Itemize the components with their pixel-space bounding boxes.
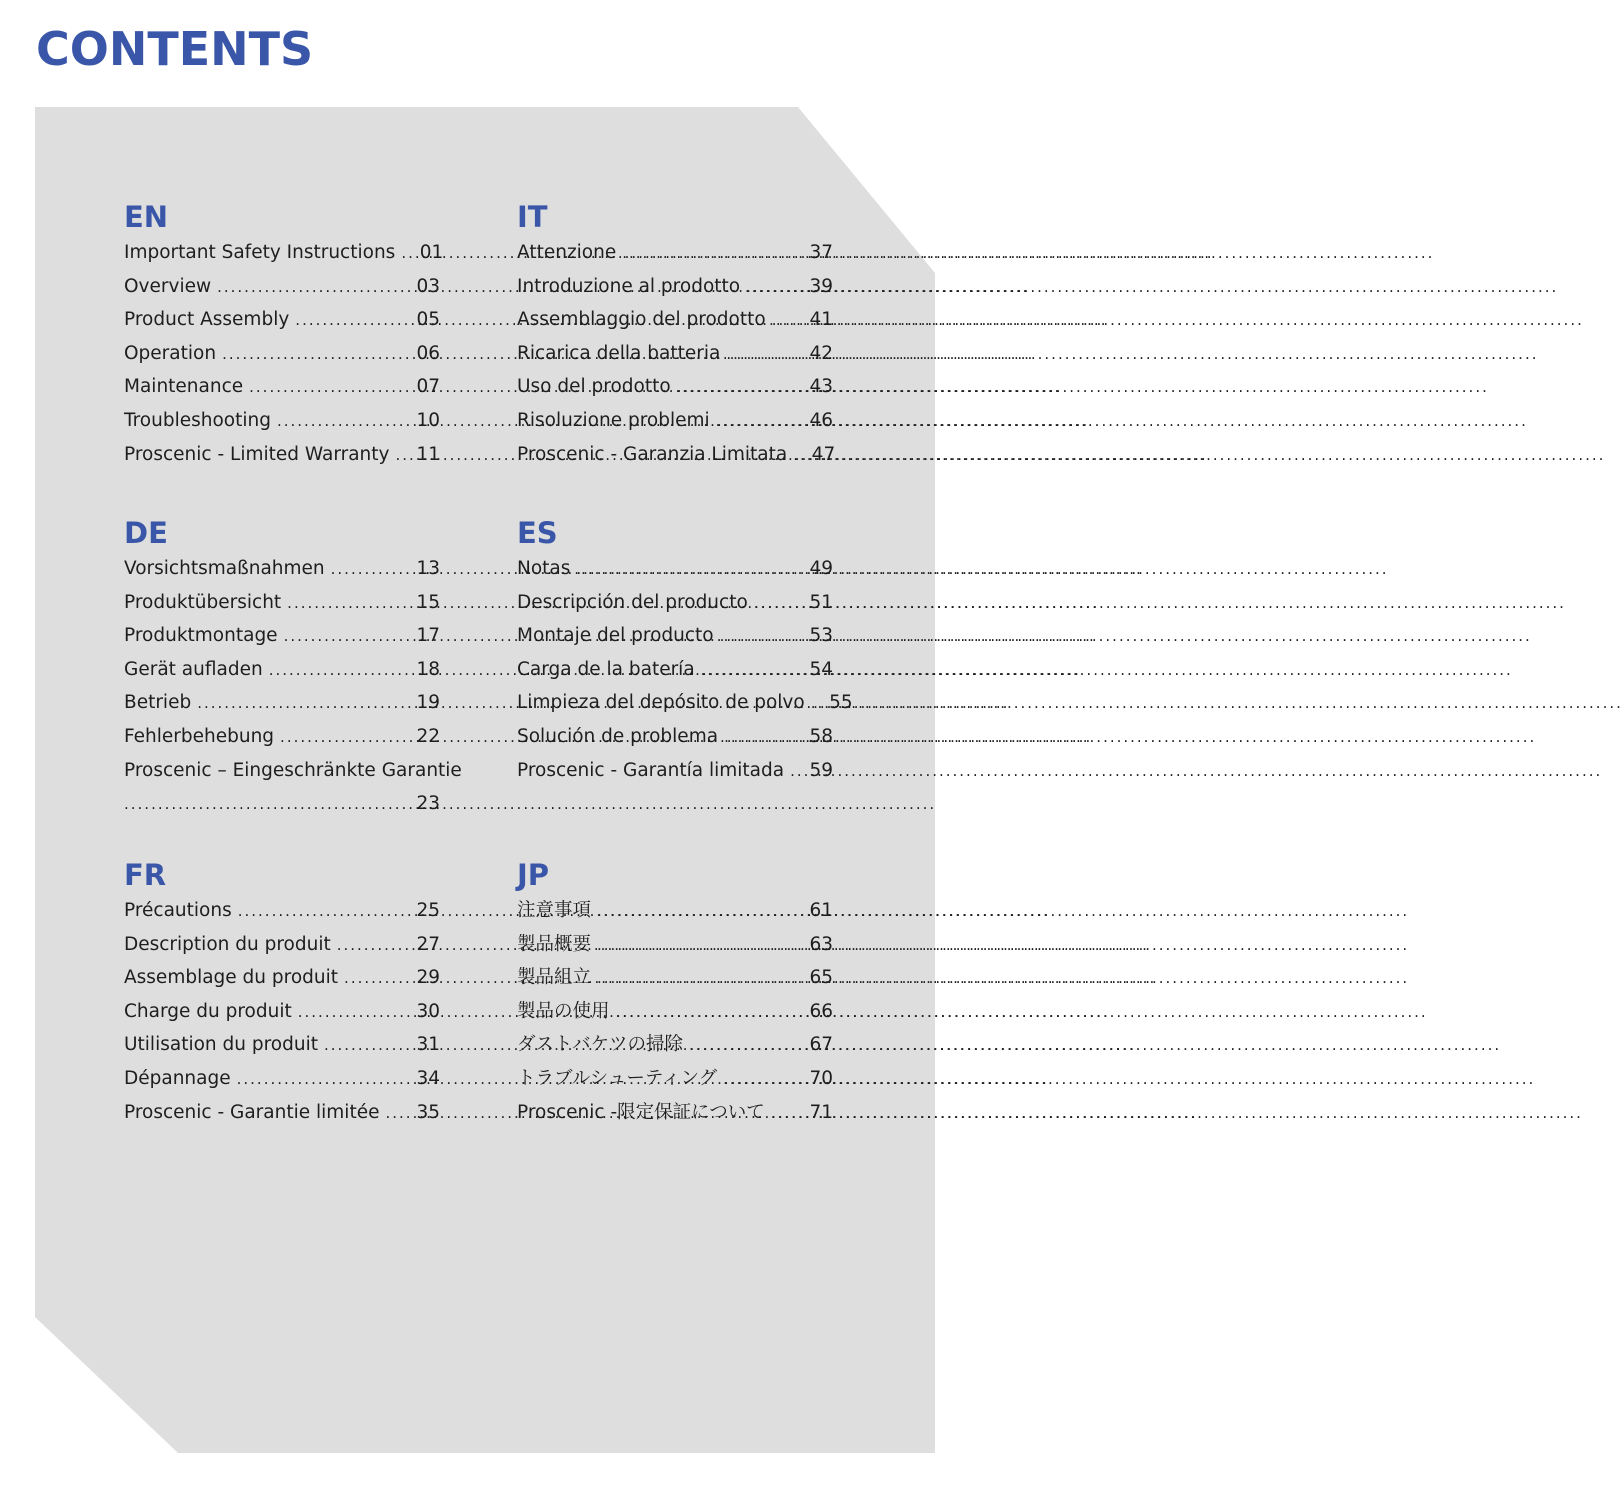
- toc-entry-label: Risoluzione problemi: [517, 409, 710, 431]
- toc-entry[interactable]: [124, 928, 440, 962]
- toc-entry-label: Operation: [124, 342, 217, 364]
- toc-entry[interactable]: [124, 653, 440, 687]
- toc-entry[interactable]: [517, 1028, 833, 1062]
- dot-leader: [287, 587, 410, 621]
- toc-entry-label: Betrieb: [124, 692, 192, 714]
- toc-entry-label: Introduzione al prodotto: [517, 275, 741, 297]
- toc-entry-label: Proscenic - Limited Warranty: [124, 443, 390, 465]
- toc-entry-page: 19: [416, 692, 440, 714]
- toc-entry[interactable]: [517, 653, 833, 687]
- toc-entry-label: トラブルシューティング: [517, 1067, 718, 1089]
- toc-entry[interactable]: [124, 303, 440, 337]
- dot-leader: [331, 553, 410, 587]
- toc-entry[interactable]: [124, 961, 440, 995]
- toc-entry-page: 46: [809, 409, 833, 431]
- toc-entry-page: 41: [809, 309, 833, 331]
- dot-leader: [238, 895, 410, 929]
- dot-leader: [277, 405, 410, 439]
- toc-entry-page: 35: [416, 1101, 440, 1123]
- toc-entry-label: ダストバケツの掃除: [517, 1034, 683, 1056]
- toc-entry-page: 05: [416, 309, 440, 331]
- toc-entry-page: 01: [419, 242, 444, 263]
- toc-entry[interactable]: [124, 1028, 440, 1062]
- toc-entry-label: Proscenic - Garanzia Limitata: [517, 443, 788, 465]
- toc-entry[interactable]: [124, 270, 440, 304]
- toc-entry-label: Product Assembly: [124, 309, 290, 331]
- toc-entry[interactable]: [124, 404, 440, 438]
- section-jp: [517, 858, 833, 1129]
- section-en: [124, 200, 444, 471]
- toc-entry-label: 製品の使用: [517, 1000, 610, 1022]
- dot-leader: [217, 271, 410, 305]
- toc-entry-label: 製品組立: [517, 967, 592, 989]
- dot-leader: [726, 338, 803, 372]
- dot-leader: [720, 620, 803, 654]
- toc-entry[interactable]: [124, 619, 440, 653]
- toc-entry-page: 63: [809, 933, 833, 955]
- toc-entry-page: 29: [416, 967, 440, 989]
- dot-leader: [811, 687, 823, 721]
- toc-entry[interactable]: [517, 370, 833, 404]
- toc-entry[interactable]: [124, 552, 440, 586]
- toc-entry[interactable]: [517, 720, 833, 754]
- toc-entry-page: 71: [809, 1101, 833, 1123]
- dot-leader: [616, 996, 803, 1030]
- toc-entry[interactable]: [517, 337, 833, 371]
- dot-leader: [280, 721, 410, 755]
- toc-entry-page: 34: [416, 1067, 440, 1089]
- dot-leader: [622, 237, 803, 271]
- toc-entry-page: 39: [809, 275, 833, 297]
- toc-entry-page: 11: [416, 443, 440, 465]
- toc-entry-page: 59: [809, 759, 833, 781]
- page-title: CONTENTS: [36, 22, 314, 76]
- toc-entry-page: 49: [809, 558, 833, 579]
- toc-entry[interactable]: [124, 337, 440, 371]
- section-it: [517, 200, 836, 471]
- toc-entry-label: Solución de problema: [517, 725, 719, 747]
- toc-entry-label: Proscenic - Garantía limitada: [517, 759, 785, 781]
- toc-entry-label: Assemblaggio del prodotto: [517, 309, 766, 331]
- toc-entry-page: 13: [416, 558, 440, 579]
- section-title-en: EN: [124, 200, 169, 234]
- dot-leader: [249, 371, 410, 405]
- dot-leader: [295, 304, 410, 338]
- toc-entry-label: Précautions: [124, 900, 232, 921]
- dot-leader: [344, 962, 410, 996]
- toc-entry-page: 42: [809, 342, 833, 364]
- toc-entry-label: Proscenic -限定保証について: [517, 1101, 765, 1123]
- section-title-it: IT: [517, 200, 548, 234]
- dot-leader: [746, 271, 803, 305]
- toc-entry-page: 15: [416, 591, 440, 613]
- toc-entry[interactable]: [517, 270, 833, 304]
- dot-leader: [724, 721, 803, 755]
- toc-entry[interactable]: [124, 370, 440, 404]
- toc-entry-label: Overview: [124, 275, 212, 297]
- dot-leader: [124, 788, 410, 822]
- toc-entry-label: 製品概要: [517, 933, 592, 955]
- toc-entry-continuation: [124, 787, 440, 821]
- dot-leader: [771, 1097, 803, 1131]
- toc-entry-label: Ricarica della batteria: [517, 342, 721, 364]
- section-title-jp: JP: [517, 858, 550, 892]
- toc-entry[interactable]: [124, 438, 440, 472]
- toc-entry-label: Produktmontage: [124, 625, 278, 647]
- toc-entry-label: Important Safety Instructions: [124, 242, 396, 263]
- section-de: [124, 516, 462, 821]
- toc-entry[interactable]: [124, 1096, 440, 1130]
- toc-entry-page: 70: [809, 1067, 833, 1089]
- toc-entry[interactable]: [124, 236, 444, 270]
- dot-leader: [324, 1029, 410, 1063]
- toc-entry-page: 07: [416, 376, 440, 398]
- dot-leader: [597, 929, 803, 963]
- dot-leader: [597, 895, 803, 929]
- toc-entry-label: Limpieza del depósito de polvo: [517, 692, 805, 714]
- toc-entry[interactable]: [124, 586, 440, 620]
- toc-entry[interactable]: [517, 995, 833, 1029]
- toc-entry-page: 17: [416, 625, 440, 647]
- toc-entry-page: 58: [809, 725, 833, 747]
- dot-leader: [237, 1063, 410, 1097]
- dot-leader: [754, 587, 803, 621]
- toc-entry-label: Description du produit: [124, 933, 331, 955]
- dot-leader: [772, 304, 803, 338]
- dot-leader: [716, 405, 803, 439]
- toc-entry-label: Produktübersicht: [124, 591, 282, 613]
- toc-entry-label: Maintenance: [124, 376, 244, 398]
- toc-entry[interactable]: [124, 1062, 440, 1096]
- toc-entry-label: Uso del prodotto: [517, 376, 671, 398]
- toc-entry[interactable]: [124, 995, 440, 1029]
- toc-entry[interactable]: [517, 619, 833, 653]
- toc-entry[interactable]: [124, 754, 462, 821]
- toc-entry-page: 53: [809, 625, 833, 647]
- toc-entry[interactable]: [517, 1096, 833, 1130]
- toc-entry-label: Descripción del producto: [517, 591, 748, 613]
- dot-leader: [385, 1097, 410, 1131]
- toc-entry-page: 51: [809, 591, 833, 613]
- toc-entry-page: 27: [416, 933, 440, 955]
- dot-leader: [701, 654, 803, 688]
- toc-entry-page: 10: [416, 409, 440, 431]
- dot-leader: [793, 439, 805, 473]
- toc-entry-page: 61: [809, 900, 833, 921]
- toc-entry-label: Notas: [517, 558, 571, 579]
- dot-leader: [222, 338, 410, 372]
- dot-leader: [395, 439, 410, 473]
- toc-entry-label: Vorsichtsmaßnahmen: [124, 558, 325, 579]
- toc-entry[interactable]: [517, 303, 833, 337]
- toc-entry-label: Assemblage du produit: [124, 967, 339, 989]
- dot-leader: [298, 996, 410, 1030]
- dot-leader: [790, 755, 803, 789]
- dot-leader: [284, 620, 410, 654]
- section-es: [517, 516, 853, 787]
- toc-entry[interactable]: [517, 438, 836, 472]
- toc-entry-page: 54: [809, 658, 833, 680]
- toc-entry-label: Fehlerbehebung: [124, 725, 275, 747]
- toc-entry-label: Troubleshooting: [124, 409, 271, 431]
- toc-entry[interactable]: [124, 894, 440, 928]
- toc-entry[interactable]: [517, 754, 833, 788]
- toc-entry-page: 43: [809, 376, 833, 398]
- toc-entry-label: Proscenic – Eingeschränkte Garantie: [124, 759, 462, 781]
- toc-entry-page: 25: [416, 900, 440, 921]
- toc-entry[interactable]: [517, 404, 833, 438]
- toc-entry-label: Gerät aufladen: [124, 658, 263, 680]
- dot-leader: [197, 687, 410, 721]
- toc-entry-page: 65: [809, 967, 833, 989]
- toc-entry-page: 67: [809, 1034, 833, 1056]
- toc-entry[interactable]: [517, 894, 833, 928]
- toc-entry[interactable]: [517, 236, 833, 270]
- section-title-es: ES: [517, 516, 558, 550]
- toc-entry-page: 06: [416, 342, 440, 364]
- toc-entry-page: 22: [416, 725, 440, 747]
- toc-entry[interactable]: [517, 586, 833, 620]
- dot-leader: [337, 929, 410, 963]
- toc-entry[interactable]: [517, 928, 833, 962]
- toc-entry-label: Attenzione: [517, 242, 617, 263]
- section-title-de: DE: [124, 516, 168, 550]
- dot-leader: [401, 237, 413, 271]
- dot-leader: [677, 371, 803, 405]
- dot-leader: [689, 1029, 803, 1063]
- toc-entry[interactable]: [517, 686, 853, 720]
- toc-entry-label: Montaje del producto: [517, 625, 714, 647]
- section-fr: [124, 858, 440, 1129]
- section-title-fr: FR: [124, 858, 167, 892]
- toc-entry-label: Charge du produit: [124, 1000, 292, 1022]
- toc-entry-page: 30: [416, 1000, 440, 1022]
- toc-entry-page: 31: [416, 1034, 440, 1056]
- toc-entry[interactable]: [124, 686, 440, 720]
- dot-leader: [723, 1063, 803, 1097]
- toc-entry-page: 66: [809, 1000, 833, 1022]
- toc-entry-label: Utilisation du produit: [124, 1034, 318, 1056]
- toc-entry[interactable]: [517, 961, 833, 995]
- toc-entry-page: 03: [416, 275, 440, 297]
- toc-entry-label: Proscenic - Garantie limitée: [124, 1101, 380, 1123]
- toc-entry-label: Dépannage: [124, 1067, 231, 1089]
- toc-entry[interactable]: [517, 552, 833, 586]
- toc-entry[interactable]: [517, 1062, 833, 1096]
- dot-leader: [269, 654, 410, 688]
- dot-leader: [576, 553, 803, 587]
- toc-entry-page: 23: [416, 793, 440, 815]
- toc-entry[interactable]: [124, 720, 440, 754]
- toc-entry-page: 47: [811, 443, 836, 465]
- toc-entry-page: 55: [829, 692, 853, 714]
- toc-entry-page: 37: [809, 242, 833, 263]
- toc-entry-label: 注意事項: [517, 900, 592, 921]
- toc-entry-label: Carga de la batería: [517, 658, 695, 680]
- toc-entry-page: 18: [416, 658, 440, 680]
- dot-leader: [597, 962, 803, 996]
